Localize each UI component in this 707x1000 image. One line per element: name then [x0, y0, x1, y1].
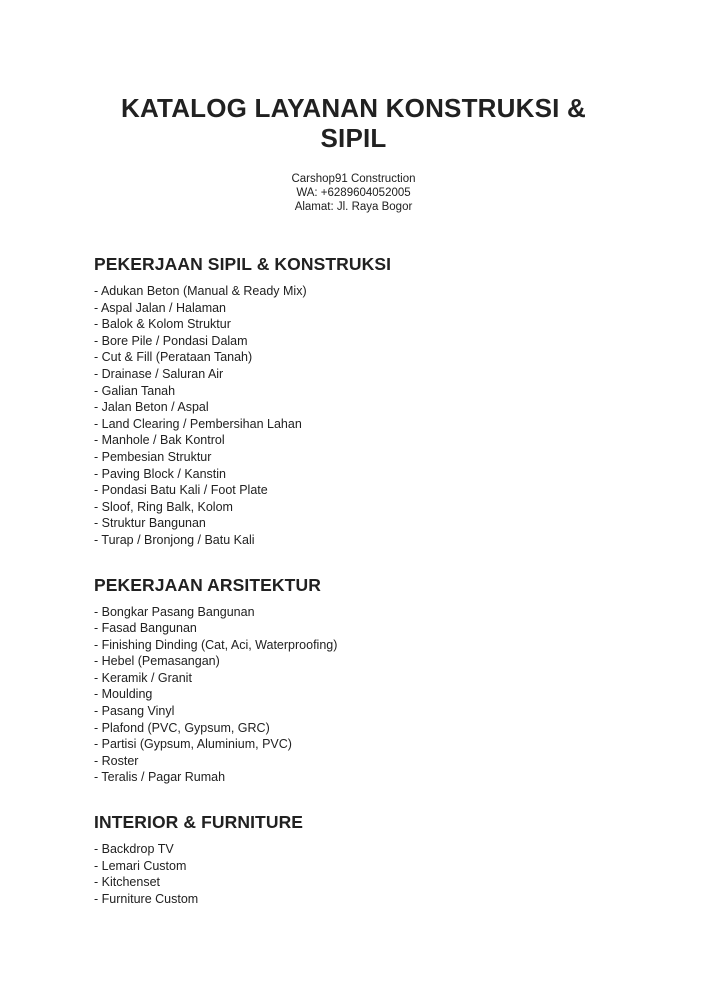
list-item: - Cut & Fill (Perataan Tanah): [94, 350, 253, 365]
address: Alamat: Jl. Raya Bogor: [294, 201, 413, 213]
section-heading-interior-furniture: INTERIOR & FURNITURE: [94, 812, 304, 833]
list-item: - Manhole / Bak Kontrol: [94, 433, 225, 448]
list-item: - Galian Tanah: [94, 383, 176, 398]
list-item: - Furniture Custom: [94, 891, 199, 906]
list-item: - Balok & Kolom Struktur: [94, 317, 231, 332]
service-list-interior-furniture: [94, 841, 647, 907]
list-item: - Turap / Bronjong / Batu Kali: [94, 532, 255, 547]
title-line-2: SIPIL: [320, 123, 387, 153]
list-item: - Paving Block / Kanstin: [94, 466, 227, 481]
list-item: - Bongkar Pasang Bangunan: [94, 604, 255, 619]
catalog-content: [0, 254, 707, 907]
company-name: Carshop91 Construction: [291, 173, 416, 185]
list-item: - Partisi (Gypsum, Aluminium, PVC): [94, 737, 292, 752]
section-heading-arsitektur: PEKERJAAN ARSITEKTUR: [94, 574, 321, 595]
list-item: - Struktur Bangunan: [94, 516, 206, 531]
list-item: - Fasad Bangunan: [94, 621, 197, 636]
whatsapp-number: WA: +6289604052005: [296, 187, 411, 199]
list-item: - Finishing Dinding (Cat, Aci, Waterproofing): [94, 637, 338, 652]
list-item: - Backdrop TV: [94, 842, 174, 857]
list-item: - Keramik / Granit: [94, 670, 192, 685]
list-item: - Jalan Beton / Aspal: [94, 400, 209, 415]
contact-block: [0, 172, 707, 214]
list-item: - Pasang Vinyl: [94, 704, 175, 719]
service-list-arsitektur: [94, 604, 647, 787]
list-item: - Pembesian Struktur: [94, 449, 212, 464]
list-item: - Moulding: [94, 687, 153, 702]
list-item: - Bore Pile / Pondasi Dalam: [94, 333, 248, 348]
list-item: - Teralis / Pagar Rumah: [94, 770, 226, 785]
list-item: - Drainase / Saluran Air: [94, 366, 224, 381]
list-item: - Adukan Beton (Manual & Ready Mix): [94, 284, 307, 298]
list-item: - Kitchenset: [94, 875, 161, 890]
list-item: - Pondasi Batu Kali / Foot Plate: [94, 483, 268, 498]
list-item: - Hebel (Pemasangan): [94, 654, 220, 669]
list-item: - Sloof, Ring Balk, Kolom: [94, 499, 233, 514]
section-interior-furniture: [94, 812, 647, 907]
list-item: - Plafond (PVC, Gypsum, GRC): [94, 720, 270, 735]
section-sipil-konstruksi: [94, 254, 647, 549]
list-item: - Lemari Custom: [94, 858, 187, 873]
service-list-sipil-konstruksi: [94, 283, 647, 549]
title-line-1: KATALOG LAYANAN KONSTRUKSI &: [121, 93, 586, 123]
section-heading-sipil-konstruksi: PEKERJAAN SIPIL & KONSTRUKSI: [94, 254, 392, 274]
page-title: [0, 0, 707, 153]
section-arsitektur: [94, 575, 647, 787]
list-item: - Aspal Jalan / Halaman: [94, 300, 227, 315]
list-item: - Land Clearing / Pembersihan Lahan: [94, 416, 302, 431]
list-item: - Roster: [94, 753, 139, 768]
